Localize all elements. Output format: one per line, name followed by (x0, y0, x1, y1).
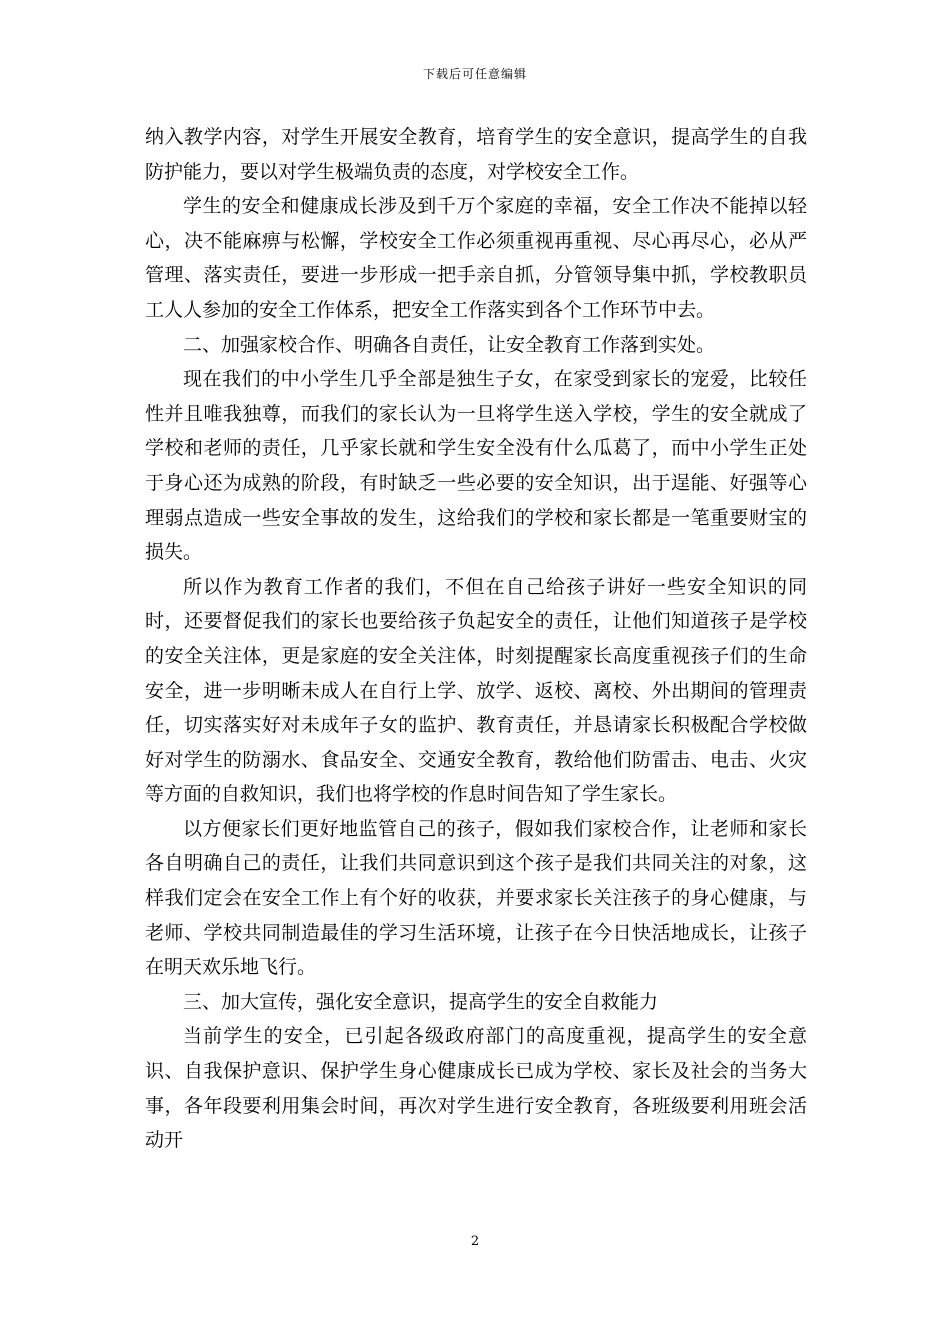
paragraph: 学生的安全和健康成长涉及到千万个家庭的幸福，安全工作决不能掉以轻心，决不能麻痹与松懈，学校安全工作必须重视再重视、尽心再尽心，必从严管理、落实责任，要进一步形成一把手亲自抓，分管领导集中抓，学校教职员工人人参加的安全工作体系，把安全工作落实到各个工作环节中去。 (145, 195, 807, 321)
paragraph: 现在我们的中小学生几乎全部是独生子女，在家受到家长的宠爱，比较任性并且唯我独尊，而我们的家长认为一旦将学生送入学校，学生的安全就成了学校和老师的责任，几乎家长就和学生安全没有什么瓜葛了，而中小学生正处于身心还为成熟的阶段，有时缺乏一些必要的安全知识，出于逞能、好强等心理弱点造成一些安全事故的发生，这给我们的学校和家长都是一笔重要财宝的损失。 (145, 368, 807, 564)
paragraph-continued: 纳入教学内容，对学生开展安全教育，培育学生的安全意识，提高学生的自我防护能力，要以对学生极端负责的态度，对学校安全工作。 (145, 126, 807, 183)
section-heading-2: 二、加强家校合作、明确各自责任，让安全教育工作落到实处。 (183, 333, 716, 356)
paragraph: 当前学生的安全，已引起各级政府部门的高度重视，提高学生的安全意识、自我保护意识、保护学生身心健康成长已成为学校、家长及社会的当务大事，各年段要利用集会时间，再次对学生进行安全教育，各班级要利用班会活动开 (145, 1025, 807, 1152)
paragraph: 所以作为教育工作者的我们，不但在自己给孩子讲好一些安全知识的同时，还要督促我们的家长也要给孩子负起安全的责任，让他们知道孩子是学校的安全关注体，更是家庭的安全关注体，时刻提醒家长高度重视孩子们的生命安全，进一步明晰未成人在自行上学、放学、返校、离校、外出期间的管理责任，切实落实好对未成年子女的监护、教育责任，并恳请家长积极配合学校做好对学生的防溺水、食品安全、交通安全教育，教给他们防雷击、电击、火灾等方面的自救知识，我们也将学校的作息时间告知了学生家长。 (145, 575, 807, 806)
page-number: 2 (470, 1234, 480, 1249)
document-body (145, 120, 807, 1158)
paragraph: 以方便家长们更好地监管自己的孩子，假如我们家校合作，让老师和家长各自明确自己的责任，让我们共同意识到这个孩子是我们共同关注的对象，这样我们定会在安全工作上有个好的收获，并要求家长关注孩子的身心健康，与老师、学校共同制造最佳的学习生活环境，让孩子在今日快活地成长，让孩子在明天欢乐地飞行。 (145, 817, 807, 979)
section-heading-3: 三、加大宣传，强化安全意识，提高学生的安全自救能力 (183, 990, 659, 1013)
page-header: 下载后可任意编辑 (422, 67, 527, 81)
